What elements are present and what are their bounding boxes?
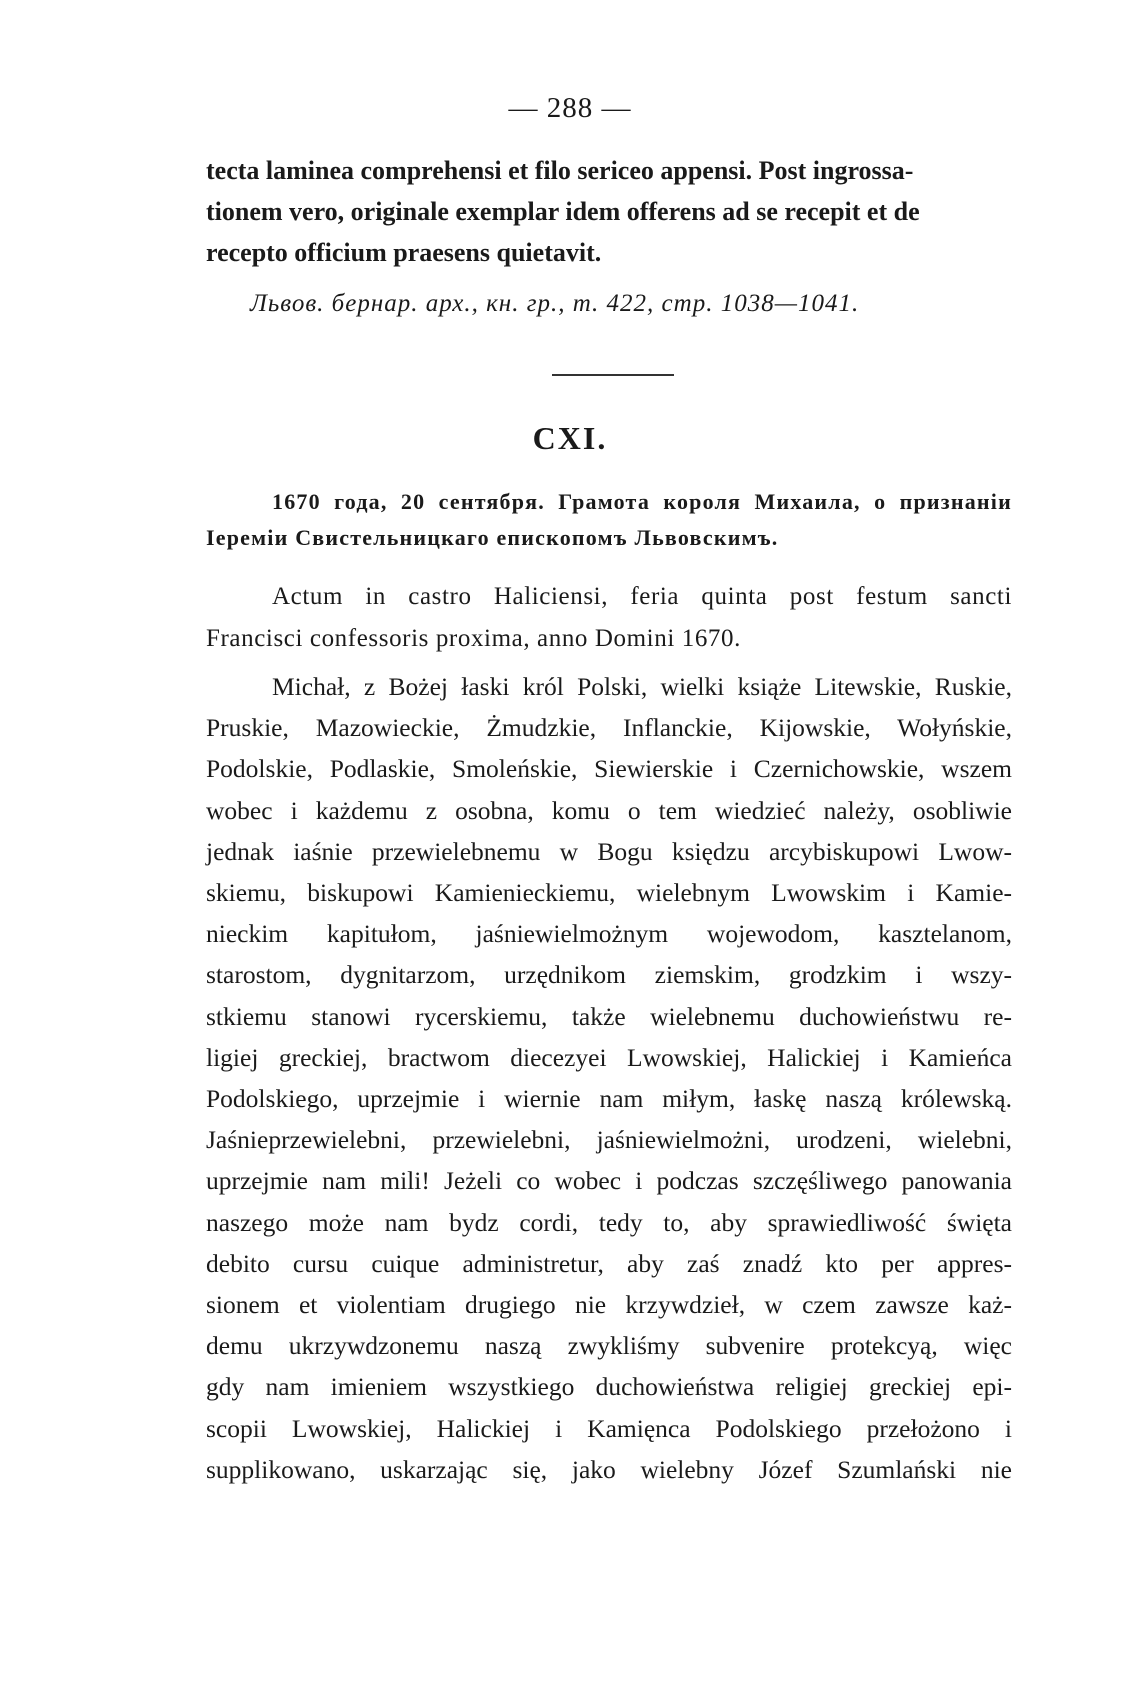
text-line: recepto officium praesens quietavit.	[206, 238, 602, 267]
text-line: tecta laminea comprehensi et filo sericeo appensi. Post ingrossa-	[206, 156, 914, 185]
text-line: tionem vero, originale exemplar idem offerens ad se recepit et de	[206, 197, 920, 226]
text-line: gdy nam imieniem wszystkiego duchowieństwa religiej greckiej epi-	[206, 1372, 1012, 1402]
page-number: — 288 —	[508, 92, 632, 124]
text-line: wobec i każdemu z osobna, komu o tem wiedzieć należy, osobliwie	[206, 795, 1012, 825]
text-line: Jaśnieprzewielebni, przewielebni, jaśniewielmożni, urodzeni, wielebni,	[206, 1125, 1012, 1155]
actum-paragraph	[206, 576, 1012, 660]
text-line: supplikowano, uskarzając się, jako wielebny Józef Szumlański nie	[206, 1454, 1012, 1484]
text-line: Michał, z Bożej łaski król Polski, wielki książe Litewskie, Ruskie,	[272, 672, 1012, 701]
section-divider	[552, 374, 674, 376]
text-line: demu ukrzywdzonemu naszą zwykliśmy subvenire protekcyą, więc	[206, 1331, 1012, 1361]
text-line: Podolskie, Podlaskie, Smoleńskie, Siewierskie i Czernichowskie, wszem	[206, 754, 1012, 784]
text-line: jednak iaśnie przewielebnemu w Bogu księdzu arcybiskupowi Lwow-	[206, 836, 1012, 866]
text-line: stkiemu stanowi rycerskiemu, także wielebnemu duchowieństwu re-	[206, 1001, 1012, 1031]
text-line: Actum in castro Haliciensi, feria quinta post festum sancti	[272, 583, 1012, 610]
text-line: debito cursu cuique administretur, aby zaś znadź kto per appres-	[206, 1248, 1012, 1278]
text-line: Francisci confessoris proxima, anno Domini 1670.	[206, 625, 741, 652]
text-line: starostom, dygnitarzom, urzędnikom ziemskim, grodzkim i wszy-	[206, 960, 1012, 990]
heading-line: 1670 года, 20 сентября. Грамота короля Михаила, о признаніи	[272, 489, 1012, 514]
text-line: nieckim kapitułom, jaśniewielmożnym wojewodom, kasztelanom,	[206, 919, 1012, 949]
text-line: Podolskiego, uprzejmie i wiernie nam miłym, łaskę naszą królewską.	[206, 1084, 1012, 1114]
text-line: naszego może nam bydz cordi, tedy to, aby sprawiedliwość święta	[206, 1207, 1012, 1237]
text-line: skiemu, biskupowi Kamienieckiemu, wielebnym Lwowskim i Kamie-	[206, 878, 1012, 908]
text-line: uprzejmie nam mili! Jeżeli co wobec i podczas szczęśliwego panowania	[206, 1166, 1012, 1196]
document-number: CXI.	[532, 420, 608, 456]
letter-body	[206, 666, 1012, 1490]
text-line: ligiej greckiej, bractwom diecezyei Lwowskiej, Halickiej i Kamieńca	[206, 1042, 1012, 1072]
text-line: scopii Lwowskiej, Halickiej i Kamięnca Podolskiego przełożono i	[206, 1413, 1012, 1443]
continuation-paragraph	[206, 150, 1012, 273]
source-reference: Львов. бернар. арх., кн. гр., т. 422, стр. 1038—1041.	[250, 290, 860, 317]
heading-line: Іереміи Свистельницкаго епископомъ Львовскимъ.	[206, 525, 779, 550]
text-line: sionem et violentiam drugiego nie krzywdzieł, w czem zawsze każ-	[206, 1290, 1012, 1320]
document-heading	[206, 484, 1012, 556]
text-line: Pruskie, Mazowieckie, Żmudzkie, Inflanckie, Kijowskie, Wołyńskie,	[206, 713, 1012, 743]
